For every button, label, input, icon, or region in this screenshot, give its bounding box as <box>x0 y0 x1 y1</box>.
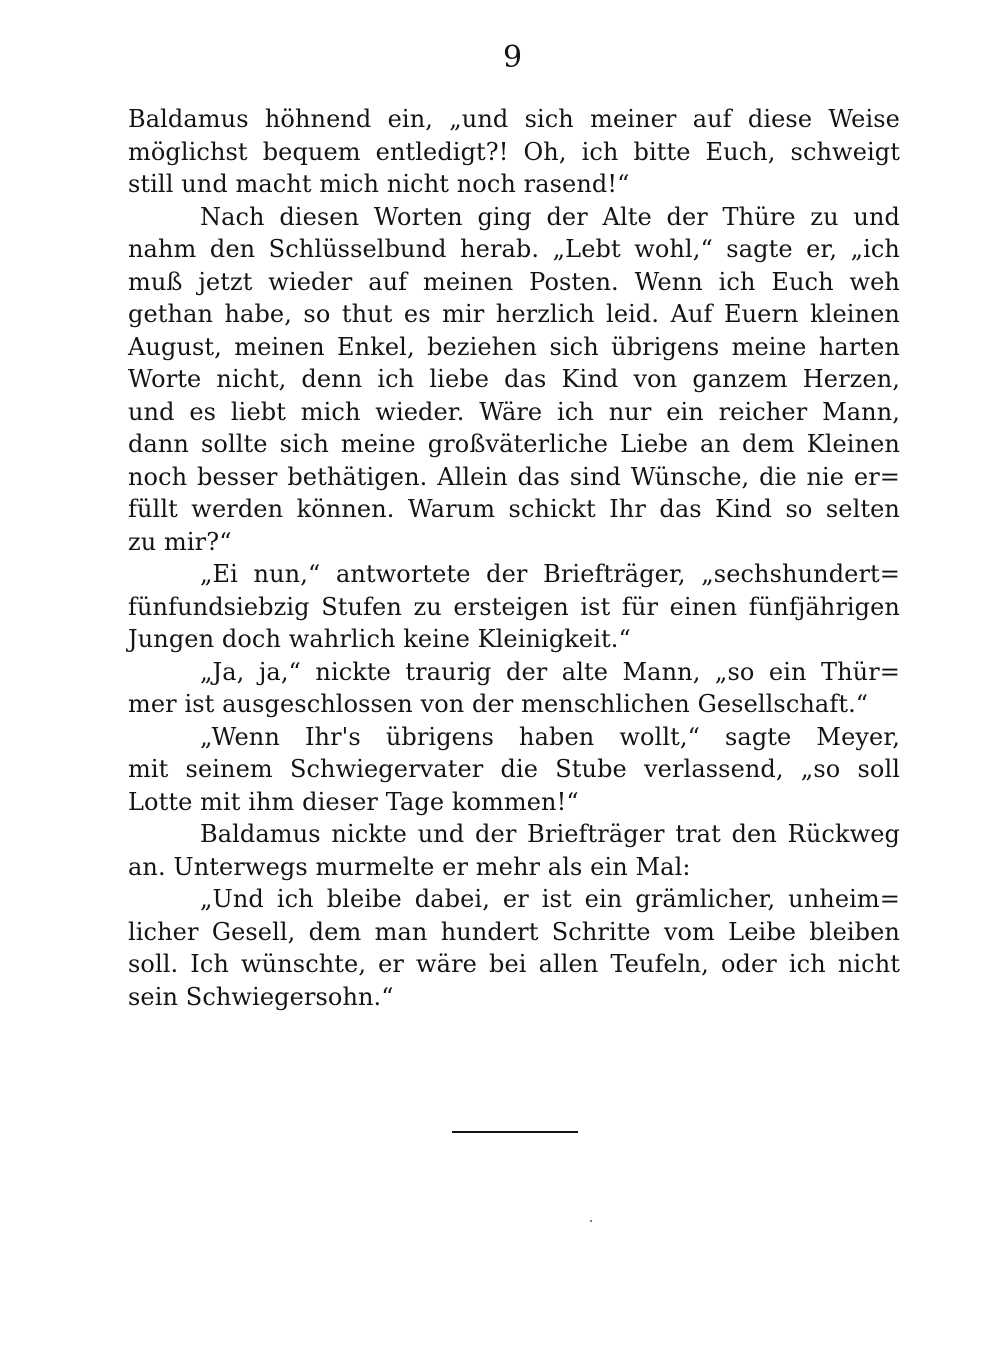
text-line: soll. Ich wünschte, er wäre bei allen Teufeln, oder ich nicht <box>128 950 900 978</box>
body-text <box>128 103 900 1013</box>
paper-speck <box>590 1220 592 1222</box>
text-line: gethan habe, so thut es mir herzlich leid. Auf Euern kleinen <box>128 300 900 328</box>
text-line: Lotte mit ihm dieser Tage kommen!“ <box>128 787 579 816</box>
text-line: sein Schwiegersohn.“ <box>128 982 394 1011</box>
text-line: still und macht mich nicht noch rasend!“ <box>128 170 630 198</box>
text-line: möglichst bequem entledigt?! Oh, ich bitte Euch, schweigt <box>128 137 900 166</box>
text-line: „Ei nun,“ antwortete der Briefträger, „sechshundert= <box>200 560 900 588</box>
text-line: „Wenn Ihr's übrigens haben wollt,“ sagte Meyer, <box>200 722 900 751</box>
page-number: 9 <box>502 40 523 75</box>
text-line: nahm den Schlüsselbund herab. „Lebt wohl,“ sagte er, „ich <box>128 235 900 263</box>
text-line: muß jetzt wieder auf meinen Posten. Wenn ich Euch weh <box>128 267 900 296</box>
text-line: mit seinem Schwiegervater die Stube verlassend, „so soll <box>128 755 900 783</box>
text-line: und es liebt mich wieder. Wäre ich nur ein reicher Mann, <box>128 397 900 426</box>
text-line: Nach diesen Worten ging der Alte der Thüre zu und <box>200 202 900 231</box>
text-line: Jungen doch wahrlich keine Kleinigkeit.“ <box>128 625 631 653</box>
text-line: füllt werden können. Warum schickt Ihr das Kind so selten <box>128 495 900 523</box>
text-line: an. Unterwegs murmelte er mehr als ein Mal: <box>128 852 691 881</box>
text-line: mer ist ausgeschlossen von der menschlichen Gesellschaft.“ <box>128 690 869 718</box>
text-line: Worte nicht, denn ich liebe das Kind von ganzem Herzen, <box>128 365 900 393</box>
text-line: dann sollte sich meine großväterliche Liebe an dem Kleinen <box>128 430 900 458</box>
text-line: fünfundsiebzig Stufen zu ersteigen ist für einen fünfjährigen <box>128 592 900 621</box>
text-line: Baldamus höhnend ein, „und sich meiner auf diese Weise <box>128 105 900 133</box>
text-line: „Und ich bleibe dabei, er ist ein grämlicher, unheim= <box>200 885 900 913</box>
text-line: licher Gesell, dem man hundert Schritte vom Leibe bleiben <box>128 917 900 946</box>
text-line: noch besser bethätigen. Allein das sind Wünsche, die nie er= <box>128 462 900 491</box>
text-line: Baldamus nickte und der Briefträger trat den Rückweg <box>200 820 900 848</box>
text-line: August, meinen Enkel, beziehen sich übrigens meine harten <box>128 332 900 361</box>
text-line: „Ja, ja,“ nickte traurig der alte Mann, „so ein Thür= <box>200 657 900 686</box>
text-line: zu mir?“ <box>128 527 232 556</box>
section-end-rule <box>452 1131 578 1133</box>
